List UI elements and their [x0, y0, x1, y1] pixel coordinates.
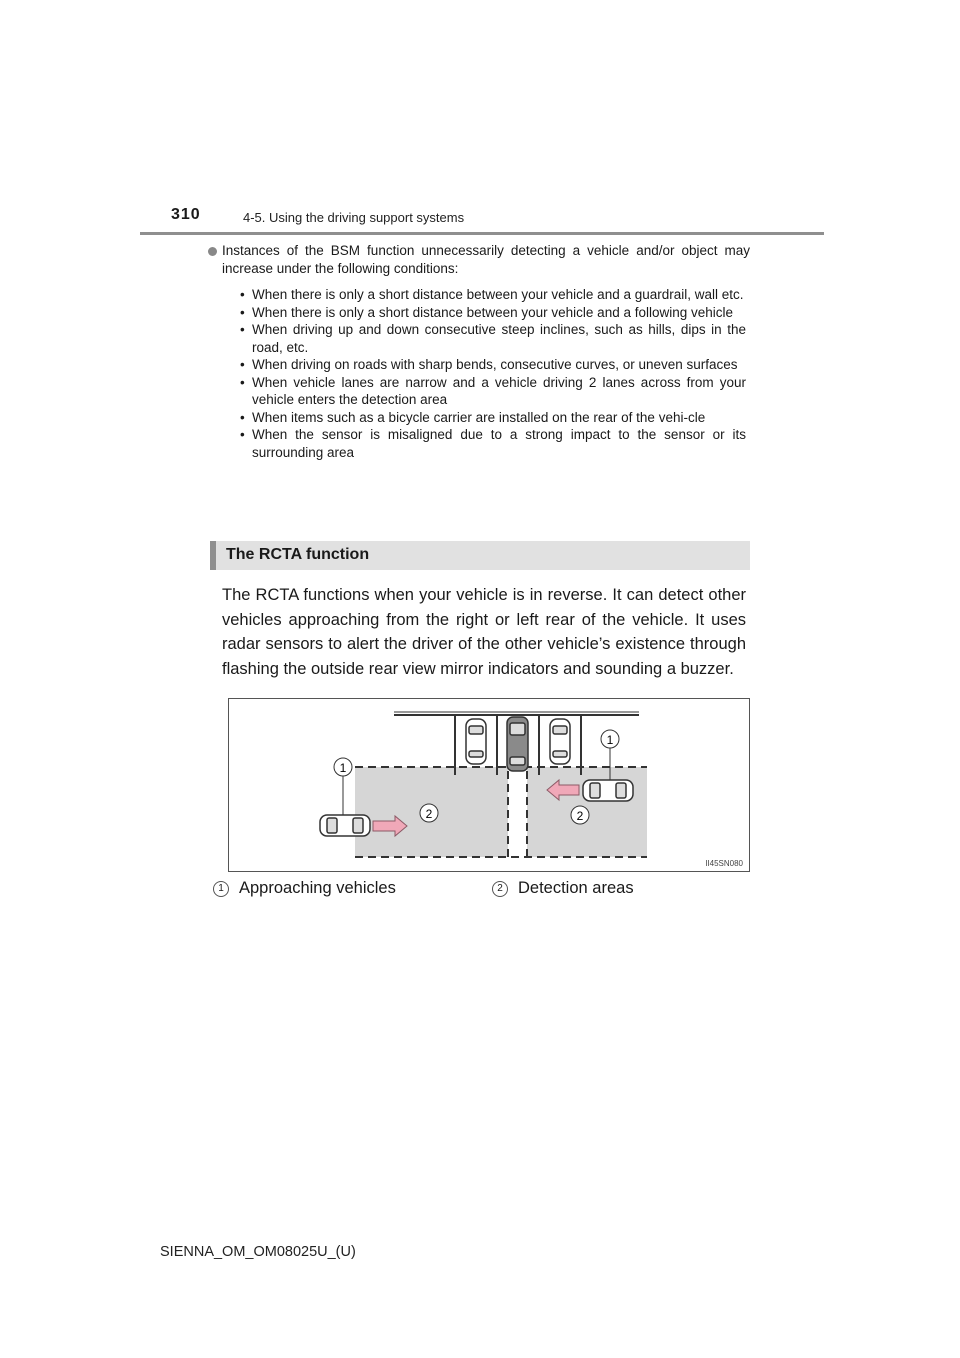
svg-text:1: 1	[339, 761, 347, 775]
list-item: • When driving up and down consecutive steep inclines, such as hills, dips in the road, etc.	[252, 321, 746, 356]
page-number: 310	[171, 206, 201, 223]
legend-label: Detection areas	[518, 879, 634, 897]
svg-text:2: 2	[576, 809, 584, 823]
parked-car	[466, 719, 486, 764]
legend-number: 1	[213, 881, 229, 897]
rcta-diagram-svg	[229, 699, 749, 871]
list-item: • When items such as a bicycle carrier are installed on the rear of the vehi-cle	[252, 409, 746, 427]
bullet-icon	[208, 247, 217, 256]
list-item: • When driving on roads with sharp bends, consecutive curves, or uneven surfaces	[252, 356, 746, 374]
svg-text:1: 1	[606, 733, 614, 747]
callout-1-left	[334, 758, 352, 776]
rcta-description: The RCTA functions when your vehicle is in reverse. It can detect other vehicles approaching from the right or left rear of the vehicle. It uses radar sensors to alert the driver of the other vehicle’s existence through flashing the outside rear view mirror indicators and sounding a buzzer.	[222, 586, 746, 678]
document-code: SIENNA_OM_OM08025U_(U)	[160, 1244, 356, 1260]
callout-1-right	[601, 730, 619, 748]
svg-text:2: 2	[425, 807, 433, 821]
list-item: • When there is only a short distance between your vehicle and a guardrail, wall etc.	[252, 286, 746, 304]
section-title: 4-5. Using the driving support systems	[243, 210, 465, 225]
approaching-vehicle-left	[320, 815, 370, 836]
legend-label: Approaching vehicles	[239, 879, 396, 897]
list-item: • When vehicle lanes are narrow and a vehicle driving 2 lanes across from your vehicle enters the detection area	[252, 374, 746, 409]
legend-item-approaching	[213, 879, 396, 898]
intro-text: Instances of the BSM function unnecessarily detecting a vehicle and/or object may increase under the following conditions:	[222, 243, 750, 276]
rcta-diagram	[228, 698, 750, 872]
section-heading-bar	[210, 541, 750, 570]
legend-number: 2	[492, 881, 508, 897]
list-item: • When the sensor is misaligned due to a strong impact to the sensor or its surrounding area	[252, 426, 746, 461]
section-heading: The RCTA function	[226, 546, 370, 563]
header-rule	[140, 232, 824, 235]
intro-paragraph	[222, 242, 750, 278]
page-header	[0, 0, 960, 240]
heading-accent	[210, 541, 216, 570]
legend-item-detection	[492, 879, 634, 898]
figure-code: II45SN080	[705, 859, 743, 868]
approaching-vehicle-right	[583, 780, 633, 801]
parked-car	[550, 719, 570, 764]
conditions-list	[252, 286, 746, 461]
callout-2-right	[571, 806, 589, 824]
list-item: • When there is only a short distance between your vehicle and a following vehicle	[252, 304, 746, 322]
callout-2-left	[420, 804, 438, 822]
own-vehicle	[507, 717, 528, 771]
